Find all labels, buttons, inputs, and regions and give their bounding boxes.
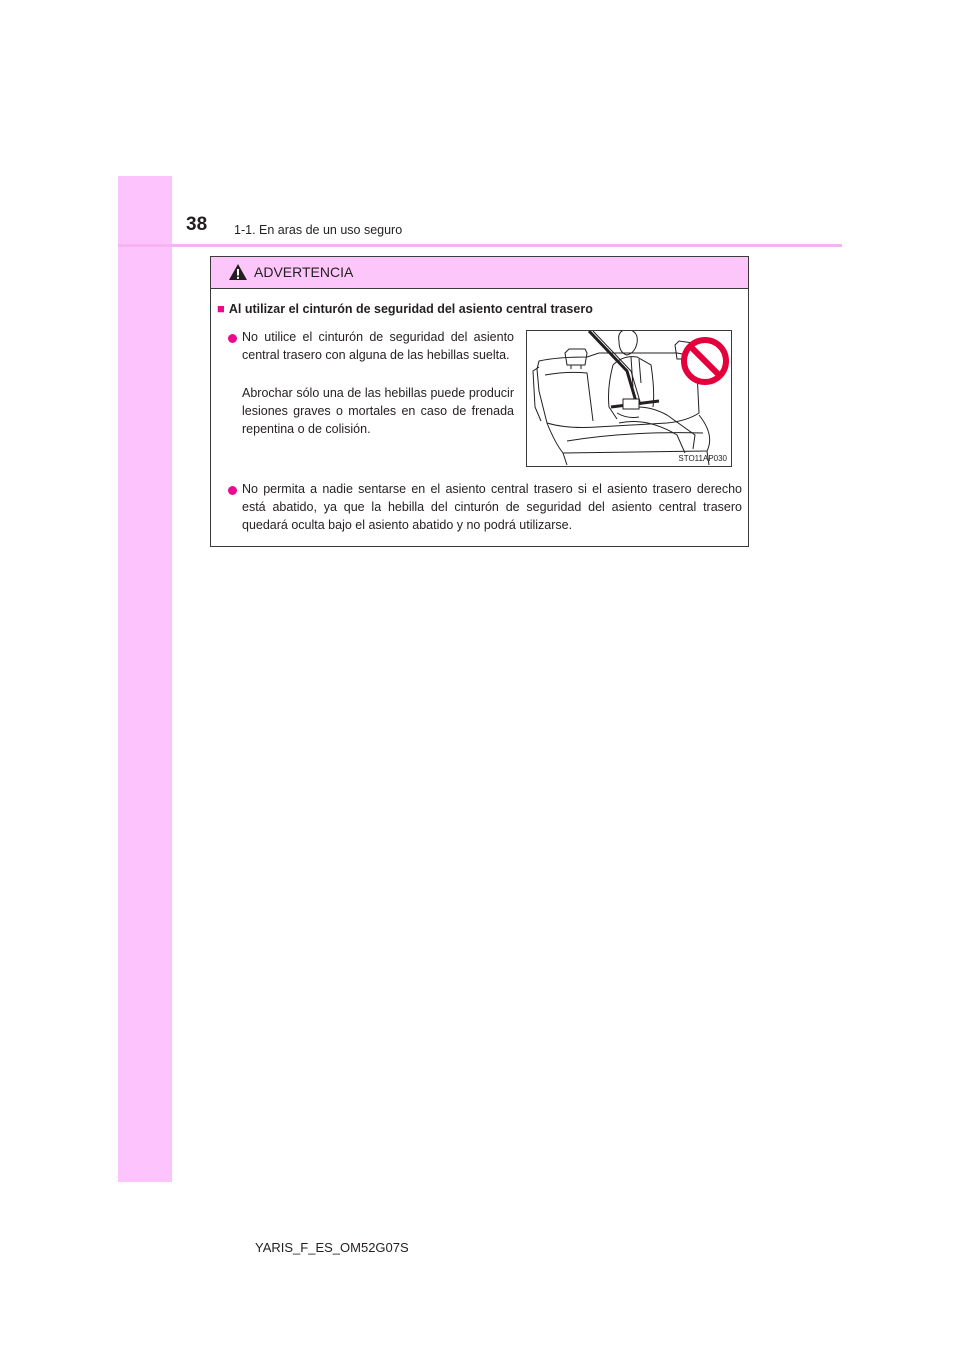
warning-triangle-icon xyxy=(228,263,248,281)
subheading-text: Al utilizar el cinturón de seguridad del asiento central trasero xyxy=(228,302,593,316)
bullet-1-detail: Abrochar sólo una de las hebillas puede producir lesiones graves o mortales en caso de frenada repentina o de colisión. xyxy=(242,386,514,436)
footer-doc-code: YARIS_F_ES_OM52G07S xyxy=(255,1240,409,1255)
warning-title: ADVERTENCIA xyxy=(254,264,354,280)
illustration-code: STO11AP030 xyxy=(678,454,727,463)
section-title: 1-1. En aras de un uso seguro xyxy=(234,223,403,237)
seatbelt-illustration xyxy=(526,330,732,467)
bullet-dot-icon xyxy=(228,334,237,343)
rear-seat-drawing xyxy=(527,331,731,466)
bullet-2-text: No permita a nadie sentarse en el asiento central trasero si el asiento trasero derecho está abatido, ya que la hebilla del cinturón de seguridad del asiento central trasero quedará oculta bajo el asiento abatido y no podrá utilizarse. xyxy=(242,482,742,532)
warning-header xyxy=(211,257,748,289)
page-number: 38 xyxy=(186,214,208,235)
header-rule xyxy=(118,244,842,247)
bullet-1-text: No utilice el cinturón de seguridad del asiento central trasero con alguna de las hebillas suelta. xyxy=(242,330,514,362)
square-bullet-icon: ■ xyxy=(217,301,225,316)
bullet-dot-icon xyxy=(228,486,237,495)
warning-box xyxy=(210,256,749,547)
side-strip xyxy=(118,176,172,1182)
warning-subheading xyxy=(217,301,593,317)
